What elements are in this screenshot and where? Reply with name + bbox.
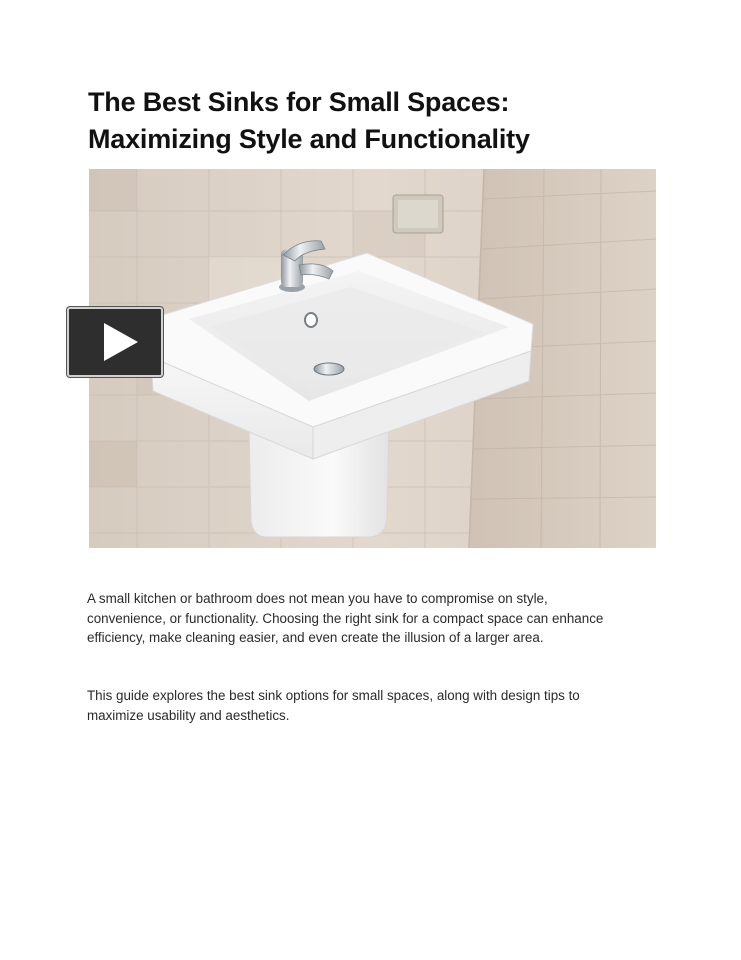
paragraph-line: A small kitchen or bathroom does not mean you have to compromise on style, bbox=[87, 591, 548, 606]
wall-mounted-sink-photo bbox=[89, 169, 656, 548]
intro-paragraph bbox=[87, 589, 667, 648]
paragraph-line: efficiency, make cleaning easier, and even create the illusion of a larger area. bbox=[87, 630, 544, 645]
video-play-button[interactable] bbox=[67, 307, 163, 377]
paragraph-line: maximize usability and aesthetics. bbox=[87, 707, 290, 723]
article-title-line: The Best Sinks for Small Spaces: bbox=[88, 87, 510, 117]
paragraph-line: convenience, or functionality. Choosing the right sink for a compact space can enhance bbox=[87, 610, 604, 626]
paragraph-line: This guide explores the best sink options for small spaces, along with design tips to bbox=[87, 688, 580, 703]
article-title-line: Maximizing Style and Functionality bbox=[88, 124, 530, 154]
article-title bbox=[88, 84, 688, 158]
guide-paragraph bbox=[87, 686, 667, 725]
play-icon bbox=[104, 323, 138, 361]
